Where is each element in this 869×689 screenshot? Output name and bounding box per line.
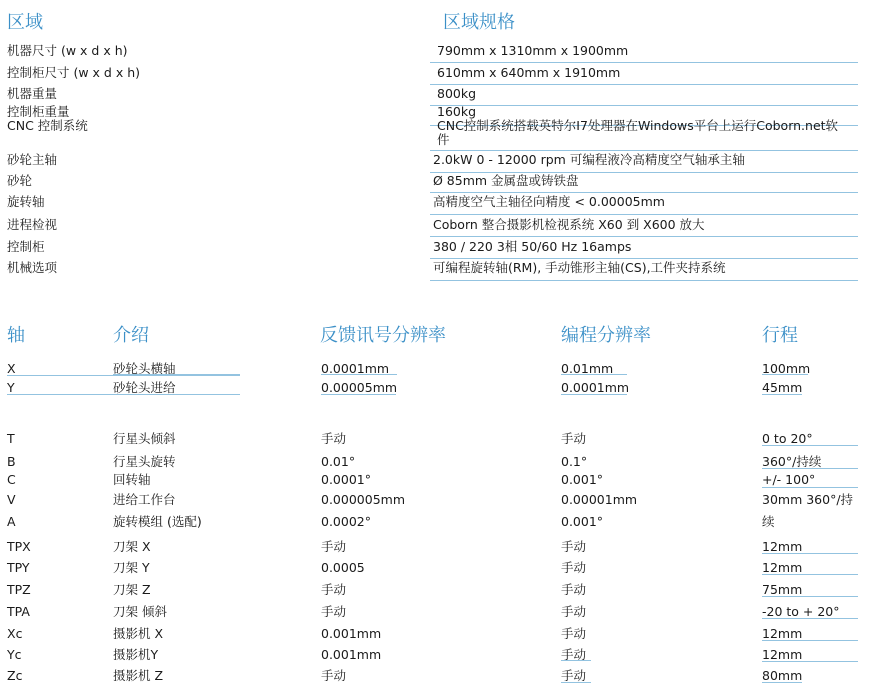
spec-label: 旋转轴 [7, 194, 45, 209]
prog-cell: 手动 [561, 668, 587, 683]
spec-row-rule [430, 105, 858, 106]
feedback-cell: 0.01° [321, 454, 356, 469]
travel-cell: 12mm [762, 647, 803, 662]
axis-cell: Yc [7, 647, 22, 662]
feedback-cell: 0.0001mm [321, 361, 390, 376]
axis-row-rule [561, 394, 627, 395]
prog-cell: 手动 [561, 626, 587, 641]
travel-heading: 行程 [762, 325, 798, 346]
spec-row-rule [430, 62, 858, 63]
prog-cell: 0.0001mm [561, 380, 630, 395]
axis-row-rule [561, 374, 627, 375]
spec-label: 机械选项 [7, 260, 58, 275]
axis-row-rule [762, 394, 802, 395]
feedback-cell: 手动 [321, 582, 347, 597]
travel-cell: 0 to 20° [762, 431, 813, 446]
spec-value: 160kg [437, 104, 477, 119]
spec-label: 控制柜重量 [7, 104, 70, 119]
axis-cell: TPA [7, 604, 30, 619]
spec-row-rule [430, 214, 858, 215]
travel-cell: -20 to + 20° [762, 604, 840, 619]
spec-label: 进程检视 [7, 217, 58, 232]
axis-cell: A [7, 514, 16, 529]
axis-cell: TPY [7, 560, 30, 575]
axis-cell: B [7, 454, 16, 469]
spec-row-rule [430, 236, 858, 237]
spec-value: Ø 85mm 金属盘或铸铁盘 [433, 173, 579, 188]
intro-cell: 刀架 X [113, 539, 151, 554]
axis-row-rule [561, 660, 591, 661]
axis-cell: Y [7, 380, 15, 395]
travel-cell: 12mm [762, 539, 803, 554]
spec-area-heading: 区域 [7, 12, 43, 33]
feedback-cell: 0.0002° [321, 514, 371, 529]
prog-cell: 手动 [561, 539, 587, 554]
travel-cell: 360°/持续 [762, 454, 822, 469]
axis-row-rule [762, 682, 802, 683]
axis-cell: T [7, 431, 15, 446]
spec-label: 砂轮主轴 [7, 152, 58, 167]
intro-cell: 行星头倾斜 [113, 431, 176, 446]
spec-value: 2.0kW 0 - 12000 rpm 可编程液冷高精度空气轴承主轴 [433, 152, 745, 167]
intro-cell: 回转轴 [113, 472, 151, 487]
axis-row-rule [762, 596, 858, 597]
feedback-cell: 手动 [321, 431, 347, 446]
travel-cell: 续 [762, 514, 775, 529]
axis-cell: TPZ [7, 582, 31, 597]
axis-cell: C [7, 472, 16, 487]
feedback-cell: 手动 [321, 539, 347, 554]
axis-row-rule [7, 394, 240, 395]
axis-row-rule [762, 553, 858, 554]
intro-cell: 行星头旋转 [113, 454, 176, 469]
spec-value: 800kg [437, 86, 477, 101]
axis-row-rule [113, 374, 240, 375]
prog-cell: 手动 [561, 647, 587, 662]
travel-cell: 45mm [762, 380, 803, 395]
intro-cell: 砂轮头进给 [113, 380, 176, 395]
travel-cell: +/- 100° [762, 472, 816, 487]
feedback-cell: 手动 [321, 604, 347, 619]
intro-heading: 介绍 [113, 325, 149, 346]
spec-label: 机器重量 [7, 86, 58, 101]
spec-label: 控制柜 [7, 239, 45, 254]
prog-cell: 0.001° [561, 514, 604, 529]
axis-row-rule [762, 640, 858, 641]
axis-cell: X [7, 361, 16, 376]
feedback-cell: 手动 [321, 668, 347, 683]
spec-spec-heading: 区域规格 [443, 12, 515, 33]
axis-row-rule [762, 487, 858, 488]
intro-cell: 摄影机Y [113, 647, 159, 662]
axis-row-rule [321, 394, 396, 395]
feedback-cell: 0.0005 [321, 560, 365, 575]
prog-cell: 手动 [561, 582, 587, 597]
feedback-cell: 0.00005mm [321, 380, 398, 395]
prog-cell: 手动 [561, 431, 587, 446]
intro-cell: 进给工作台 [113, 492, 176, 507]
intro-cell: 刀架 倾斜 [113, 604, 167, 619]
travel-cell: 12mm [762, 626, 803, 641]
prog-cell: 手动 [561, 560, 587, 575]
axis-row-rule [561, 682, 591, 683]
prog-cell: 0.01mm [561, 361, 614, 376]
travel-cell: 75mm [762, 582, 803, 597]
spec-value: 380 / 220 3相 50/60 Hz 16amps [433, 239, 632, 254]
prog-cell: 手动 [561, 604, 587, 619]
travel-cell: 100mm [762, 361, 811, 376]
spec-row-rule [430, 84, 858, 85]
travel-cell: 12mm [762, 560, 803, 575]
spec-value: 790mm x 1310mm x 1900mm [437, 43, 629, 58]
intro-cell: 摄影机 X [113, 626, 164, 641]
prog-cell: 0.00001mm [561, 492, 638, 507]
axis-cell: Zc [7, 668, 23, 683]
intro-cell: 刀架 Z [113, 582, 151, 597]
travel-cell: 30mm 360°/持 [762, 492, 854, 507]
spec-label: 控制柜尺寸 (w x d x h) [7, 65, 140, 80]
spec-label: CNC 控制系统 [7, 118, 88, 133]
axis-row-rule [762, 374, 808, 375]
spec-value: 可编程旋转轴(RM), 手动锥形主轴(CS),工件夹持系统 [433, 260, 726, 275]
spec-label: 砂轮 [7, 173, 33, 188]
axis-heading: 轴 [7, 325, 25, 346]
axis-row-rule [762, 445, 858, 446]
intro-cell: 摄影机 Z [113, 668, 164, 683]
feedback-cell: 0.001mm [321, 647, 382, 662]
travel-cell: 80mm [762, 668, 803, 683]
spec-value: 高精度空气主轴径向精度 < 0.00005mm [433, 194, 665, 209]
spec-label: 机器尺寸 (w x d x h) [7, 43, 128, 58]
prog-cell: 0.001° [561, 472, 604, 487]
feedback-cell: 0.000005mm [321, 492, 405, 507]
axis-row-rule [762, 661, 858, 662]
spec-value: Coborn 整合摄影机检视系统 X60 到 X600 放大 [433, 217, 705, 232]
axis-cell: Xc [7, 626, 23, 641]
spec-row-rule [430, 192, 858, 193]
spec-value-continued: 件 [437, 132, 450, 147]
axis-cell: TPX [7, 539, 31, 554]
axis-row-rule [7, 375, 240, 376]
programming-resolution-heading: 编程分辨率 [561, 325, 651, 346]
intro-cell: 旋转模组 (选配) [113, 514, 202, 529]
feedback-cell: 0.0001° [321, 472, 371, 487]
axis-row-rule [762, 618, 858, 619]
intro-cell: 砂轮头横轴 [113, 361, 176, 376]
spec-row-rule [430, 280, 858, 281]
spec-value: 610mm x 640mm x 1910mm [437, 65, 621, 80]
feedback-resolution-heading: 反馈讯号分辨率 [320, 325, 446, 346]
axis-row-rule [762, 468, 858, 469]
intro-cell: 刀架 Y [113, 560, 150, 575]
spec-row-rule [430, 150, 858, 151]
axis-cell: V [7, 492, 16, 507]
axis-row-rule [762, 574, 858, 575]
prog-cell: 0.1° [561, 454, 588, 469]
axis-row-rule [321, 374, 397, 375]
spec-value: CNC控制系统搭载英特尔I7处理器在Windows平台上运行Coborn.net软 [437, 118, 839, 133]
feedback-cell: 0.001mm [321, 626, 382, 641]
spec-row-rule [430, 258, 858, 259]
